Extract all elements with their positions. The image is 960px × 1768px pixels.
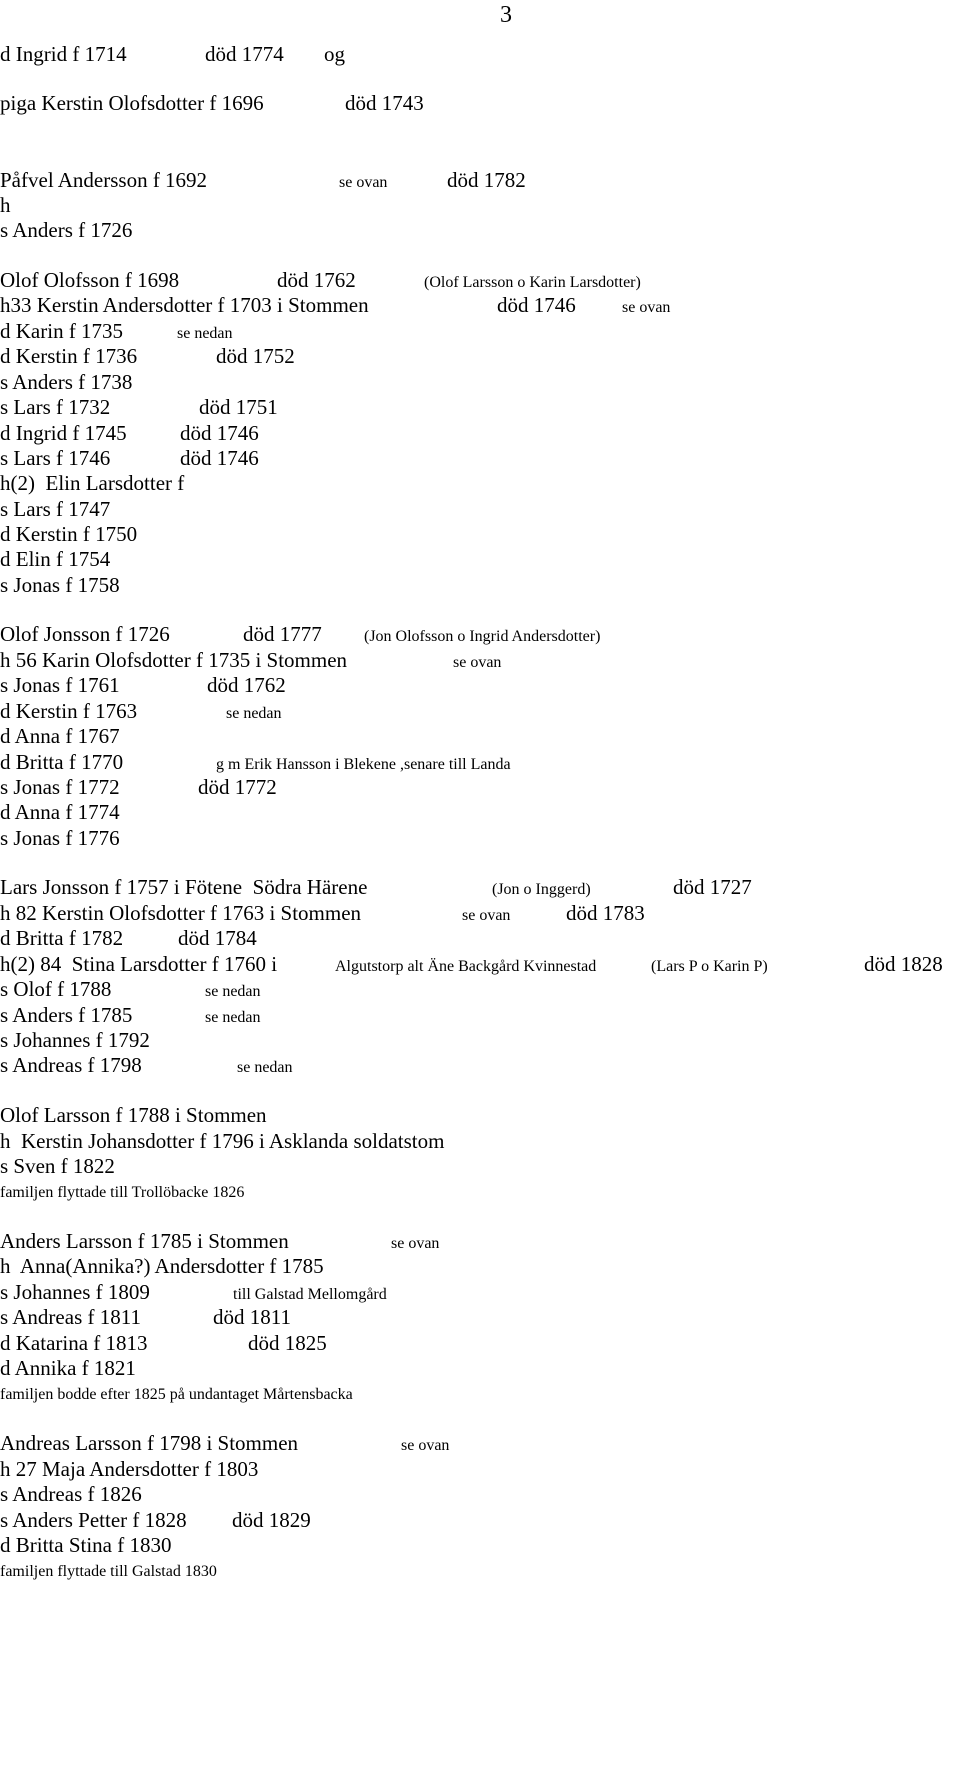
record-text: död 1777 [243,622,322,646]
record-text: död 1746 [180,446,259,470]
record-text: og [324,42,345,66]
record-text: piga Kerstin Olofsdotter f 1696 [0,91,264,115]
record-text: död 1746 [180,421,259,445]
record-text: d Katarina f 1813 [0,1331,148,1355]
annotation-text: se ovan [339,174,388,191]
record-text: d Anna f 1767 [0,724,120,748]
annotation-text: familjen flyttade till Trollöbacke 1826 [0,1184,245,1201]
annotation-text: (Jon o Inggerd) [492,881,591,898]
record-text: s Anders f 1785 [0,1003,133,1027]
record-text: död 1746 [497,293,576,317]
record-text: död 1752 [216,344,295,368]
record-text: d Britta f 1782 [0,926,124,950]
record-text: s Lars f 1747 [0,497,111,521]
record-text: död 1782 [447,168,526,192]
record-text: död 1774 [205,42,284,66]
record-text: h Kerstin Johansdotter f 1796 i Asklanda soldatstom [0,1129,445,1153]
annotation-text: (Lars P o Karin P) [651,958,768,975]
record-text: s Jonas f 1776 [0,826,120,850]
record-text: s Lars f 1746 [0,446,111,470]
record-text: död 1829 [232,1508,311,1532]
record-text: d Annika f 1821 [0,1356,136,1380]
record-text: död 1825 [248,1331,327,1355]
record-text: h Anna(Annika?) Andersdotter f 1785 [0,1254,324,1278]
record-text: d Kerstin f 1750 [0,522,138,546]
record-text: Andreas Larsson f 1798 i Stommen [0,1431,299,1455]
annotation-text: (Olof Larsson o Karin Larsdotter) [424,274,641,291]
record-text: Olof Jonsson f 1726 [0,622,170,646]
record-text: död 1772 [198,775,277,799]
record-text: död 1743 [345,91,424,115]
record-text: s Jonas f 1758 [0,573,120,597]
record-text: h33 Kerstin Andersdotter f 1703 i Stommen [0,293,369,317]
record-text: s Jonas f 1772 [0,775,120,799]
record-text: s Olof f 1788 [0,977,112,1001]
record-text: s Jonas f 1761 [0,673,120,697]
annotation-text: se ovan [391,1235,440,1252]
record-text: d Britta f 1770 [0,750,124,774]
annotation-text: se ovan [462,907,511,924]
page-number: 3 [500,2,512,28]
record-text: d Kerstin f 1736 [0,344,138,368]
record-text: h(2) 84 Stina Larsdotter f 1760 i [0,952,278,976]
record-text: död 1762 [207,673,286,697]
record-text: d Ingrid f 1745 [0,421,127,445]
record-text: Lars Jonsson f 1757 i Fötene Södra Härene [0,875,368,899]
record-text: död 1727 [673,875,752,899]
annotation-text: familjen flyttade till Galstad 1830 [0,1563,217,1580]
record-text: s Anders f 1726 [0,218,133,242]
annotation-text: se ovan [401,1437,450,1454]
record-text: s Andreas f 1798 [0,1053,142,1077]
record-text: död 1828 [864,952,943,976]
annotation-text: se ovan [622,299,671,316]
record-text: d Britta Stina f 1830 [0,1533,172,1557]
record-text: död 1784 [178,926,257,950]
record-text: h 82 Kerstin Olofsdotter f 1763 i Stommen [0,901,362,925]
annotation-text: familjen bodde efter 1825 på undantaget Mårtensbacka [0,1386,353,1403]
annotation-text: se ovan [453,654,502,671]
record-text: d Anna f 1774 [0,800,120,824]
record-text: h 56 Karin Olofsdotter f 1735 i Stommen [0,648,348,672]
record-text: s Johannes f 1792 [0,1028,150,1052]
record-text: Olof Larsson f 1788 i Stommen [0,1103,267,1127]
record-text: s Lars f 1732 [0,395,111,419]
annotation-text: se nedan [237,1059,293,1076]
record-text: d Elin f 1754 [0,547,111,571]
annotation-text: se nedan [205,1009,261,1026]
record-text: h [0,193,11,217]
record-text: Påfvel Andersson f 1692 [0,168,208,192]
record-text: död 1762 [277,268,356,292]
record-text: död 1751 [199,395,278,419]
record-text: h(2) Elin Larsdotter f [0,471,185,495]
annotation-text: se nedan [177,325,233,342]
record-text: h 27 Maja Andersdotter f 1803 [0,1457,259,1481]
record-text: s Anders Petter f 1828 [0,1508,187,1532]
annotation-text: se nedan [205,983,261,1000]
annotation-text: till Galstad Mellomgård [233,1286,387,1303]
record-text: s Andreas f 1826 [0,1482,142,1506]
annotation-text: g m Erik Hansson i Blekene ,senare till Landa [216,756,511,773]
record-text: död 1783 [566,901,645,925]
record-text: Olof Olofsson f 1698 [0,268,180,292]
record-text: död 1811 [213,1305,291,1329]
record-text: s Andreas f 1811 [0,1305,141,1329]
annotation-text: Algutstorp alt Äne Backgård Kvinnestad [335,958,597,975]
record-text: d Kerstin f 1763 [0,699,138,723]
record-text: d Ingrid f 1714 [0,42,127,66]
record-text: Anders Larsson f 1785 i Stommen [0,1229,289,1253]
record-text: d Karin f 1735 [0,319,124,343]
annotation-text: se nedan [226,705,282,722]
record-text: s Sven f 1822 [0,1154,115,1178]
annotation-text: (Jon Olofsson o Ingrid Andersdotter) [364,628,601,645]
record-text: s Anders f 1738 [0,370,133,394]
record-text: s Johannes f 1809 [0,1280,150,1304]
